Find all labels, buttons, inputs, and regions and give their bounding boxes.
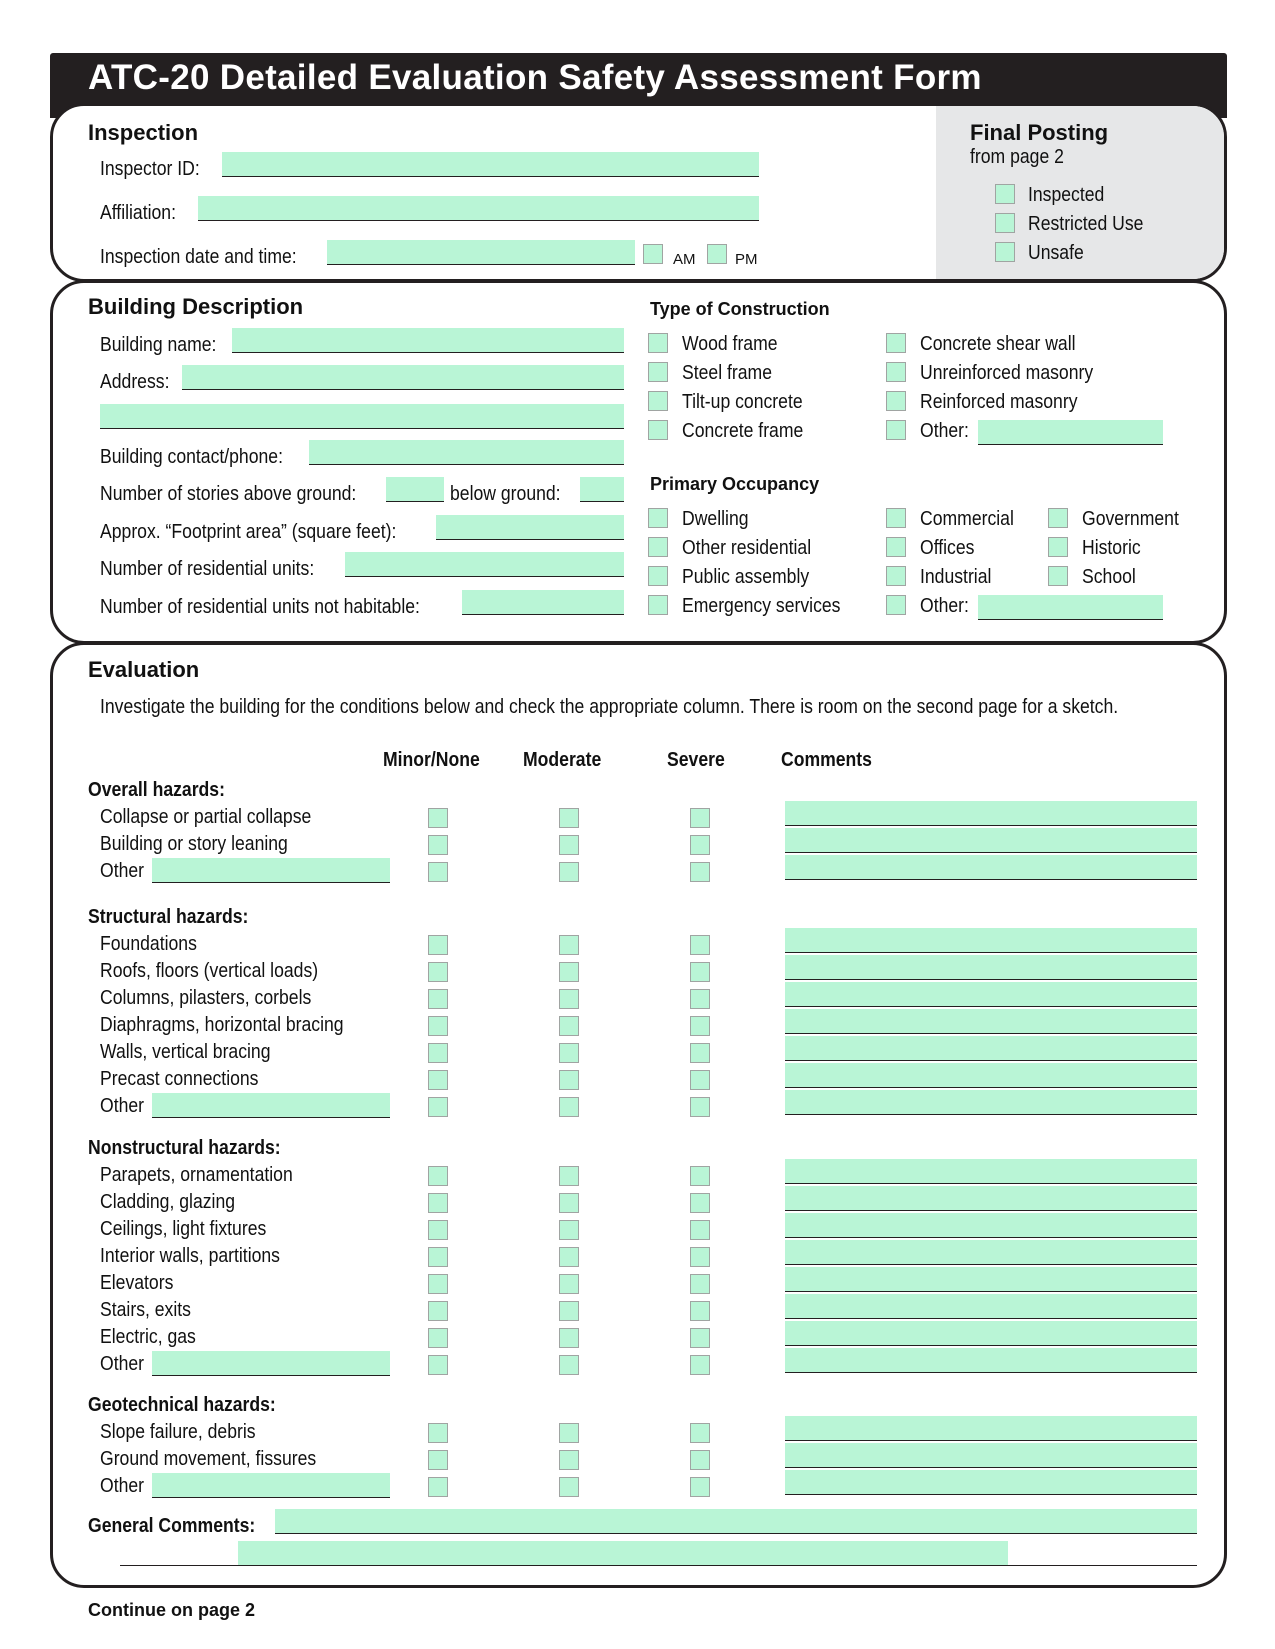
hazard-moderate-checkbox[interactable] [559, 1355, 579, 1375]
hazard-severe-checkbox[interactable] [690, 1097, 710, 1117]
occupancy-other-field[interactable] [978, 595, 1163, 620]
hazard-minor-checkbox[interactable] [428, 1193, 448, 1213]
occupancy-dwelling-checkbox[interactable] [648, 508, 668, 528]
hazard-severe-checkbox[interactable] [690, 1247, 710, 1267]
building-contact-field[interactable] [309, 440, 624, 465]
occupancy-historic-label: Historic [1082, 537, 1141, 559]
pm-label: PM [735, 251, 758, 268]
hazard-minor-checkbox[interactable] [428, 808, 448, 828]
hazard-severe-checkbox[interactable] [690, 1450, 710, 1470]
construction-other-field[interactable] [978, 420, 1163, 445]
building-contact-label: Building contact/phone: [100, 446, 283, 468]
hazard-comment-field[interactable] [785, 1267, 1197, 1292]
construction-steel-frame-label: Steel frame [682, 362, 772, 384]
inspector-id-label: Inspector ID: [100, 158, 200, 180]
below-ground-label: below ground: [450, 483, 561, 505]
occupancy-government-checkbox[interactable] [1048, 508, 1068, 528]
hazard-comment-field[interactable] [785, 1470, 1197, 1495]
hazard-label: Other [100, 860, 145, 882]
hazard-comment-field[interactable] [785, 928, 1197, 953]
hazard-minor-checkbox[interactable] [428, 835, 448, 855]
residential-units-label: Number of residential units: [100, 558, 315, 580]
hazard-moderate-checkbox[interactable] [559, 1450, 579, 1470]
affiliation-field[interactable] [198, 196, 759, 221]
inspected-checkbox[interactable] [995, 184, 1015, 204]
hazard-severe-checkbox[interactable] [690, 1355, 710, 1375]
building-description-heading: Building Description [88, 294, 304, 319]
hazard-comment-field[interactable] [785, 1036, 1197, 1061]
below-ground-field[interactable] [580, 477, 624, 502]
hazard-comment-field[interactable] [785, 1213, 1197, 1238]
construction-unreinforced-masonry-checkbox[interactable] [886, 362, 906, 382]
hazard-comment-field[interactable] [785, 1294, 1197, 1319]
unsafe-checkbox[interactable] [995, 242, 1015, 262]
construction-other-label: Other: [920, 420, 969, 442]
hazard-severe-checkbox[interactable] [690, 989, 710, 1009]
affiliation-label: Affiliation: [100, 202, 176, 224]
hazard-comment-field[interactable] [785, 955, 1197, 980]
hazard-label: Walls, vertical bracing [100, 1041, 271, 1063]
hazard-comment-field[interactable] [785, 1348, 1197, 1373]
hazard-moderate-checkbox[interactable] [559, 1220, 579, 1240]
construction-wood-frame-checkbox[interactable] [648, 333, 668, 353]
hazard-label: Other [100, 1095, 145, 1117]
hazard-moderate-checkbox[interactable] [559, 1043, 579, 1063]
inspected-label: Inspected [1028, 184, 1105, 206]
hazard-label: Building or story leaning [100, 833, 288, 855]
hazard-minor-checkbox[interactable] [428, 1043, 448, 1063]
hazard-label: Elevators [100, 1272, 174, 1294]
hazard-comment-field[interactable] [785, 982, 1197, 1007]
hazard-severe-checkbox[interactable] [690, 1043, 710, 1063]
hazard-moderate-checkbox[interactable] [559, 835, 579, 855]
general-comments-field-2[interactable] [238, 1541, 1008, 1565]
hazard-minor-checkbox[interactable] [428, 1477, 448, 1497]
occupancy-other-label: Other: [920, 595, 969, 617]
hazard-comment-field[interactable] [785, 1009, 1197, 1034]
general-comments-label: General Comments: [88, 1515, 256, 1537]
occupancy-emergency-services-checkbox[interactable] [648, 595, 668, 615]
column-moderate: Moderate [523, 749, 602, 771]
hazard-comment-field[interactable] [785, 1186, 1197, 1211]
address-label: Address: [100, 371, 170, 393]
inspector-id-field[interactable] [222, 152, 759, 177]
hazard-other-field[interactable] [152, 1473, 390, 1498]
occupancy-industrial-label: Industrial [920, 566, 992, 588]
occupancy-historic-checkbox[interactable] [1048, 537, 1068, 557]
hazard-severe-checkbox[interactable] [690, 1301, 710, 1321]
construction-concrete-frame-checkbox[interactable] [648, 420, 668, 440]
stories-above-field[interactable] [386, 477, 444, 502]
hazard-label: Collapse or partial collapse [100, 806, 312, 828]
hazard-comment-field[interactable] [785, 1090, 1197, 1115]
primary-occupancy-heading: Primary Occupancy [650, 474, 820, 494]
address-field-line2[interactable] [100, 404, 624, 429]
hazard-minor-checkbox[interactable] [428, 1070, 448, 1090]
hazard-comment-field[interactable] [785, 1159, 1197, 1184]
hazard-label: Precast connections [100, 1068, 259, 1090]
hazard-label: Diaphragms, horizontal bracing [100, 1014, 344, 1036]
hazard-label: Interior walls, partitions [100, 1245, 280, 1267]
hazard-moderate-checkbox[interactable] [559, 1477, 579, 1497]
construction-tilt-up-concrete-label: Tilt-up concrete [682, 391, 803, 413]
column-severe: Severe [667, 749, 725, 771]
hazard-comment-field[interactable] [785, 1063, 1197, 1088]
hazard-label: Stairs, exits [100, 1299, 191, 1321]
footprint-label: Approx. “Footprint area” (square feet): [100, 521, 397, 543]
final-posting-heading: Final Posting [970, 120, 1109, 145]
hazard-label: Ceilings, light fixtures [100, 1218, 267, 1240]
hazard-minor-checkbox[interactable] [428, 1097, 448, 1117]
hazard-minor-checkbox[interactable] [428, 1247, 448, 1267]
form-title: ATC-20 Detailed Evaluation Safety Assessment Form [88, 58, 982, 97]
group-title-structural-hazards: Structural hazards: [88, 906, 249, 928]
hazard-minor-checkbox[interactable] [428, 1355, 448, 1375]
am-checkbox[interactable] [643, 244, 663, 264]
group-title-overall-hazards: Overall hazards: [88, 779, 225, 801]
hazard-severe-checkbox[interactable] [690, 962, 710, 982]
hazard-label: Columns, pilasters, corbels [100, 987, 312, 1009]
hazard-moderate-checkbox[interactable] [559, 1016, 579, 1036]
hazard-label: Cladding, glazing [100, 1191, 236, 1213]
hazard-moderate-checkbox[interactable] [559, 1193, 579, 1213]
hazard-minor-checkbox[interactable] [428, 1450, 448, 1470]
hazard-label: Foundations [100, 933, 197, 955]
occupancy-school-label: School [1082, 566, 1136, 588]
hazard-severe-checkbox[interactable] [690, 1220, 710, 1240]
hazard-label: Other [100, 1353, 145, 1375]
hazard-comment-field[interactable] [785, 1321, 1197, 1346]
inspection-date-field[interactable] [327, 240, 635, 265]
hazard-minor-checkbox[interactable] [428, 1423, 448, 1443]
hazard-moderate-checkbox[interactable] [559, 935, 579, 955]
hazard-moderate-checkbox[interactable] [559, 808, 579, 828]
address-field-line1[interactable] [182, 365, 624, 390]
hazard-minor-checkbox[interactable] [428, 1328, 448, 1348]
hazard-label: Slope failure, debris [100, 1421, 256, 1443]
hazard-label: Electric, gas [100, 1326, 196, 1348]
hazard-severe-checkbox[interactable] [690, 1166, 710, 1186]
hazard-severe-checkbox[interactable] [690, 808, 710, 828]
inspection-heading: Inspection [88, 120, 199, 145]
hazard-moderate-checkbox[interactable] [559, 1070, 579, 1090]
occupancy-other-residential-label: Other residential [682, 537, 812, 559]
hazard-minor-checkbox[interactable] [428, 862, 448, 882]
hazard-other-field[interactable] [152, 1093, 390, 1118]
final-posting-subheading: from page 2 [970, 146, 1064, 168]
column-minor-none: Minor/None [383, 749, 480, 771]
occupancy-school-checkbox[interactable] [1048, 566, 1068, 586]
hazard-severe-checkbox[interactable] [690, 1328, 710, 1348]
hazard-comment-field[interactable] [785, 1240, 1197, 1265]
hazard-minor-checkbox[interactable] [428, 935, 448, 955]
units-not-habitable-label: Number of residential units not habitable: [100, 596, 420, 618]
hazard-other-field[interactable] [152, 858, 390, 883]
hazard-minor-checkbox[interactable] [428, 1274, 448, 1294]
hazard-moderate-checkbox[interactable] [559, 1301, 579, 1321]
hazard-severe-checkbox[interactable] [690, 862, 710, 882]
occupancy-offices-checkbox[interactable] [886, 537, 906, 557]
hazard-severe-checkbox[interactable] [690, 835, 710, 855]
construction-concrete-shear-wall-checkbox[interactable] [886, 333, 906, 353]
occupancy-commercial-label: Commercial [920, 508, 1014, 530]
occupancy-government-label: Government [1082, 508, 1179, 530]
hazard-label: Ground movement, fissures [100, 1448, 317, 1470]
occupancy-offices-label: Offices [920, 537, 975, 559]
occupancy-emergency-services-label: Emergency services [682, 595, 841, 617]
units-not-habitable-field[interactable] [462, 590, 624, 615]
construction-concrete-frame-label: Concrete frame [682, 420, 804, 442]
construction-wood-frame-label: Wood frame [682, 333, 778, 355]
building-name-field[interactable] [232, 328, 624, 353]
occupancy-public-assembly-label: Public assembly [682, 566, 810, 588]
pm-checkbox[interactable] [707, 244, 727, 264]
restricted-use-checkbox[interactable] [995, 213, 1015, 233]
group-title-nonstructural-hazards: Nonstructural hazards: [88, 1137, 281, 1159]
hazard-comment-field[interactable] [785, 1443, 1197, 1468]
hazard-minor-checkbox[interactable] [428, 989, 448, 1009]
hazard-comment-field[interactable] [785, 828, 1197, 853]
hazard-moderate-checkbox[interactable] [559, 1423, 579, 1443]
building-name-label: Building name: [100, 334, 217, 356]
construction-reinforced-masonry-label: Reinforced masonry [920, 391, 1078, 413]
hazard-minor-checkbox[interactable] [428, 1301, 448, 1321]
hazard-moderate-checkbox[interactable] [559, 989, 579, 1009]
occupancy-other-checkbox[interactable] [886, 595, 906, 615]
construction-reinforced-masonry-checkbox[interactable] [886, 391, 906, 411]
hazard-minor-checkbox[interactable] [428, 1166, 448, 1186]
construction-tilt-up-concrete-checkbox[interactable] [648, 391, 668, 411]
hazard-severe-checkbox[interactable] [690, 1423, 710, 1443]
hazard-comment-field[interactable] [785, 801, 1197, 826]
hazard-minor-checkbox[interactable] [428, 1220, 448, 1240]
hazard-moderate-checkbox[interactable] [559, 1166, 579, 1186]
am-label: AM [673, 251, 696, 268]
hazard-moderate-checkbox[interactable] [559, 1328, 579, 1348]
hazard-severe-checkbox[interactable] [690, 1016, 710, 1036]
evaluation-instructions: Investigate the building for the conditions below and check the appropriate column. There is room on the second page for a sketch. [100, 696, 1119, 718]
hazard-severe-checkbox[interactable] [690, 1193, 710, 1213]
occupancy-dwelling-label: Dwelling [682, 508, 749, 530]
type-of-construction-heading: Type of Construction [650, 299, 830, 319]
occupancy-public-assembly-checkbox[interactable] [648, 566, 668, 586]
group-title-geotechnical-hazards: Geotechnical hazards: [88, 1394, 276, 1416]
residential-units-field[interactable] [345, 552, 624, 577]
hazard-moderate-checkbox[interactable] [559, 862, 579, 882]
hazard-severe-checkbox[interactable] [690, 935, 710, 955]
unsafe-label: Unsafe [1028, 242, 1084, 264]
occupancy-industrial-checkbox[interactable] [886, 566, 906, 586]
evaluation-heading: Evaluation [88, 657, 200, 682]
general-comments-field-1[interactable] [275, 1509, 1197, 1534]
restricted-use-label: Restricted Use [1028, 213, 1144, 235]
hazard-moderate-checkbox[interactable] [559, 1274, 579, 1294]
occupancy-commercial-checkbox[interactable] [886, 508, 906, 528]
hazard-comment-field[interactable] [785, 1416, 1197, 1441]
hazard-moderate-checkbox[interactable] [559, 962, 579, 982]
hazard-label: Parapets, ornamentation [100, 1164, 293, 1186]
construction-concrete-shear-wall-label: Concrete shear wall [920, 333, 1076, 355]
footprint-field[interactable] [436, 515, 624, 540]
hazard-label: Roofs, floors (vertical loads) [100, 960, 319, 982]
hazard-severe-checkbox[interactable] [690, 1274, 710, 1294]
hazard-moderate-checkbox[interactable] [559, 1247, 579, 1267]
stories-above-label: Number of stories above ground: [100, 483, 357, 505]
inspection-date-label: Inspection date and time: [100, 246, 297, 268]
continue-footer: Continue on page 2 [88, 1600, 256, 1620]
hazard-minor-checkbox[interactable] [428, 1016, 448, 1036]
hazard-moderate-checkbox[interactable] [559, 1097, 579, 1117]
hazard-other-field[interactable] [152, 1351, 390, 1376]
construction-steel-frame-checkbox[interactable] [648, 362, 668, 382]
hazard-severe-checkbox[interactable] [690, 1477, 710, 1497]
column-comments: Comments [781, 749, 872, 771]
hazard-minor-checkbox[interactable] [428, 962, 448, 982]
construction-unreinforced-masonry-label: Unreinforced masonry [920, 362, 1094, 384]
construction-other-checkbox[interactable] [886, 420, 906, 440]
hazard-comment-field[interactable] [785, 855, 1197, 880]
occupancy-other-residential-checkbox[interactable] [648, 537, 668, 557]
hazard-severe-checkbox[interactable] [690, 1070, 710, 1090]
hazard-label: Other [100, 1475, 145, 1497]
